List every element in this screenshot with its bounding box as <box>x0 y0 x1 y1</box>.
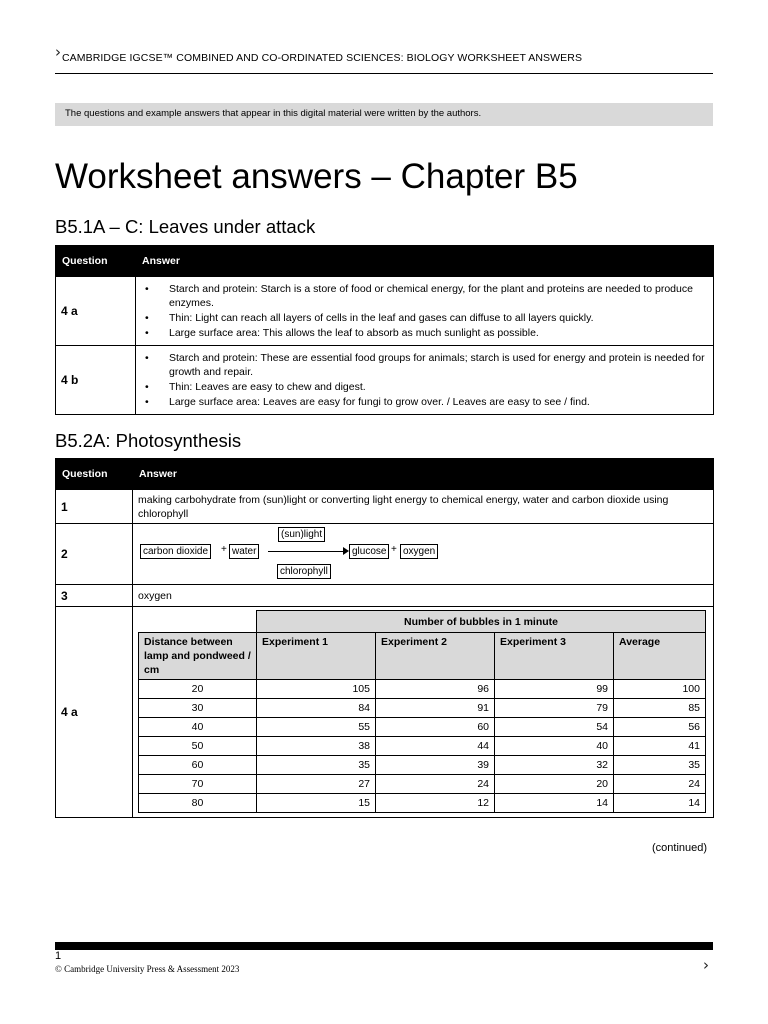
chevron-right-icon: › <box>55 43 61 61</box>
table-row <box>56 277 714 346</box>
column-header-row <box>139 633 706 680</box>
word-equation <box>138 526 708 582</box>
list-item: • Thin: Leaves are easy to chew and digest. <box>167 380 712 394</box>
distance-cell: 70 <box>139 775 257 794</box>
answer-cell: making carbohydrate from (sun)light or converting light energy to chemical energy, water and carbon dioxide using chlorophyll <box>133 490 714 524</box>
value-cell: 39 <box>376 756 495 775</box>
question-number: 3 <box>56 585 133 607</box>
value-cell: 84 <box>257 699 376 718</box>
value-cell: 14 <box>495 794 614 813</box>
table-row <box>139 756 706 775</box>
column-header-experiment-1: Experiment 1 <box>257 633 376 680</box>
value-cell: 85 <box>614 699 706 718</box>
distance-cell: 40 <box>139 718 257 737</box>
condition-chlorophyll: chlorophyll <box>277 564 331 579</box>
value-cell: 40 <box>495 737 614 756</box>
product-glucose: glucose <box>349 544 389 559</box>
table-row <box>139 794 706 813</box>
reactant-water: water <box>229 544 259 559</box>
footer-rule <box>55 942 713 950</box>
value-cell: 14 <box>614 794 706 813</box>
page-number: 1 <box>55 950 62 962</box>
table-row <box>139 737 706 756</box>
answer-cell <box>133 607 714 818</box>
chevron-right-icon: › <box>703 956 709 974</box>
distance-cell: 30 <box>139 699 257 718</box>
distance-cell: 80 <box>139 794 257 813</box>
table-header-row <box>56 459 714 490</box>
column-header-question: Question <box>56 459 133 490</box>
table-header-row <box>56 246 714 277</box>
value-cell: 24 <box>614 775 706 794</box>
table-row <box>56 490 714 524</box>
table-row <box>56 346 714 415</box>
value-cell: 24 <box>376 775 495 794</box>
reactant-carbon-dioxide: carbon dioxide <box>140 544 211 559</box>
column-header-average: Average <box>614 633 706 680</box>
list-item: • Large surface area: This allows the leaf to absorb as much sunlight as possible. <box>167 326 712 340</box>
group-header-row <box>139 611 706 633</box>
plus-sign: + <box>221 544 227 555</box>
table-row <box>139 718 706 737</box>
value-cell: 91 <box>376 699 495 718</box>
column-header-answer: Answer <box>136 246 714 277</box>
table-row <box>56 524 714 585</box>
column-header-answer: Answer <box>133 459 714 490</box>
value-cell: 35 <box>614 756 706 775</box>
condition-sunlight: (sun)light <box>278 527 325 542</box>
answer-cell <box>133 524 714 585</box>
value-cell: 27 <box>257 775 376 794</box>
header-rule <box>55 73 713 74</box>
notice-text: The questions and example answers that appear in this digital material were written by the authors. <box>65 108 482 119</box>
continued-note: (continued) <box>652 842 708 854</box>
data-rows <box>139 680 706 813</box>
value-cell: 41 <box>614 737 706 756</box>
distance-cell: 50 <box>139 737 257 756</box>
distance-cell: 60 <box>139 756 257 775</box>
value-cell: 60 <box>376 718 495 737</box>
value-cell: 99 <box>495 680 614 699</box>
question-number: 4 b <box>56 346 136 415</box>
table-row <box>139 775 706 794</box>
answer-cell: oxygen <box>133 585 714 607</box>
table-row <box>139 680 706 699</box>
question-number: 1 <box>56 490 133 524</box>
section-heading-b5-1: B5.1A – C: Leaves under attack <box>55 216 316 237</box>
list-item: • Starch and protein: Starch is a store of food or chemical energy, for the plant and proteins are needed to produce enzymes. <box>167 282 712 310</box>
table-row <box>56 607 714 818</box>
value-cell: 54 <box>495 718 614 737</box>
group-header-bubbles: Number of bubbles in 1 minute <box>257 611 706 633</box>
column-header-experiment-2: Experiment 2 <box>376 633 495 680</box>
bullet-list <box>137 282 712 340</box>
value-cell: 100 <box>614 680 706 699</box>
distance-cell: 20 <box>139 680 257 699</box>
answer-cell <box>136 346 714 415</box>
list-item: • Large surface area: Leaves are easy for fungi to grow over. / Leaves are easy to see / find. <box>167 395 712 409</box>
value-cell: 56 <box>614 718 706 737</box>
value-cell: 55 <box>257 718 376 737</box>
value-cell: 15 <box>257 794 376 813</box>
value-cell: 20 <box>495 775 614 794</box>
question-number: 4 a <box>56 607 133 818</box>
table-row <box>56 585 714 607</box>
authorship-notice <box>55 103 713 126</box>
column-header-experiment-3: Experiment 3 <box>495 633 614 680</box>
answers-table-b5-1 <box>55 245 714 415</box>
table-row <box>139 699 706 718</box>
value-cell: 12 <box>376 794 495 813</box>
value-cell: 38 <box>257 737 376 756</box>
list-item: • Thin: Light can reach all layers of cells in the leaf and gases can diffuse to all layers quickly. <box>167 311 712 325</box>
answer-cell <box>136 277 714 346</box>
value-cell: 35 <box>257 756 376 775</box>
plus-sign: + <box>391 544 397 555</box>
bullet-list <box>137 351 712 409</box>
value-cell: 79 <box>495 699 614 718</box>
value-cell: 32 <box>495 756 614 775</box>
page-title: Worksheet answers – Chapter B5 <box>55 157 578 196</box>
question-number: 4 a <box>56 277 136 346</box>
product-oxygen: oxygen <box>400 544 438 559</box>
column-header-distance: Distance between lamp and pondweed / cm <box>139 633 257 680</box>
answers-table-b5-2 <box>55 458 714 818</box>
list-item: • Starch and protein: These are essential food groups for animals; starch is used for energy and protein is needed for growth and repair. <box>167 351 712 379</box>
running-head: CAMBRIDGE IGCSE™ COMBINED AND CO-ORDINATED SCIENCES: BIOLOGY WORKSHEET ANSWERS <box>62 52 583 64</box>
question-number: 2 <box>56 524 133 585</box>
empty-corner <box>139 611 257 633</box>
copyright-notice: © Cambridge University Press & Assessment 2023 <box>55 964 240 974</box>
bubbles-data-table <box>138 610 706 813</box>
column-header-question: Question <box>56 246 136 277</box>
value-cell: 44 <box>376 737 495 756</box>
reaction-arrow <box>268 551 344 552</box>
value-cell: 96 <box>376 680 495 699</box>
value-cell: 105 <box>257 680 376 699</box>
section-heading-b5-2: B5.2A: Photosynthesis <box>55 430 242 451</box>
